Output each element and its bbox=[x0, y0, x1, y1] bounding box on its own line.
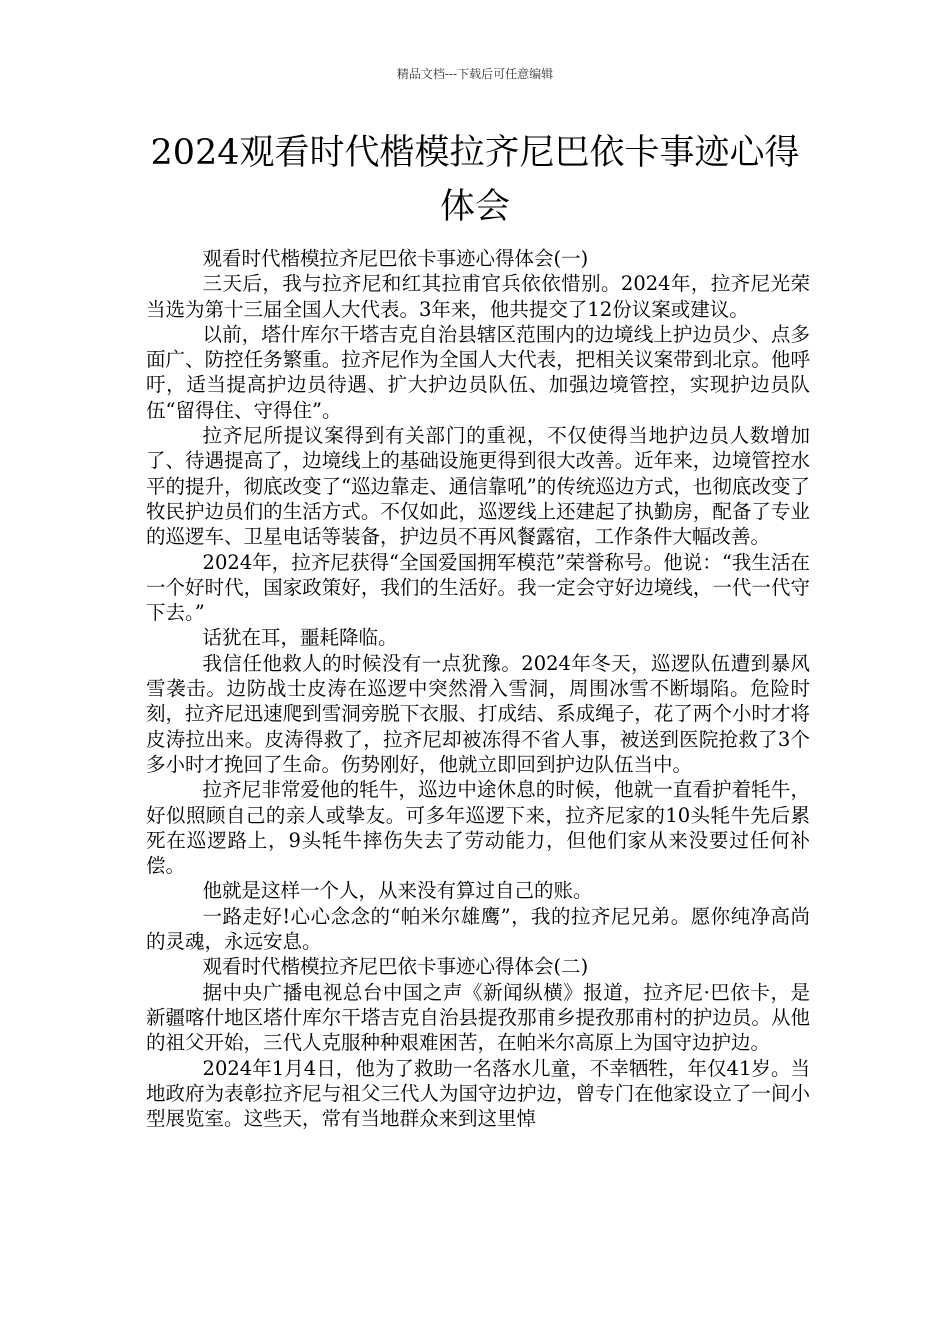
paragraph: 拉齐尼所提议案得到有关部门的重视，不仅使得当地护边员人数增加了、待遇提高了，边境线上的基础设施更得到很大改善。近年来，边境管控水平的提升，彻底改变了“巡边靠走、通信靠吼”的传统巡边方式，也彻底改变了牧民护边员们的生活方式。不仅如此，巡逻线上还建起了执勤房，配备了专业的巡逻车、卫星电话等装备，护边员不再风餐露宿，工作条件大幅改善。 bbox=[146, 424, 810, 549]
paragraph: 三天后，我与拉齐尼和红其拉甫官兵依依惜别。2024年，拉齐尼光荣当选为第十三届全国人大代表。3年来，他共提交了12份议案或建议。 bbox=[146, 272, 810, 321]
paragraph: 我信任他救人的时候没有一点犹豫。2024年冬天，巡逻队伍遭到暴风雪袭击。边防战士皮涛在巡逻中突然滑入雪洞，周围冰雪不断塌陷。危险时刻，拉齐尼迅速爬到雪洞旁脱下衣服、打成结、系成绳子，花了两个小时才将皮涛拉出来。皮涛得救了，拉齐尼却被冻得不省人事，被送到医院抢救了3个多小时才挽回了生命。伤势刚好，他就立即回到护边队伍当中。 bbox=[146, 651, 810, 776]
section-heading-2: 观看时代楷模拉齐尼巴依卡事迹心得体会(二) bbox=[202, 955, 589, 979]
paragraph: 话犹在耳，噩耗降临。 bbox=[202, 626, 398, 650]
paragraph: 据中央广播电视总台中国之声《新闻纵横》报道，拉齐尼·巴依卡，是新疆喀什地区塔什库尔干塔吉克自治县提孜那甫乡提孜那甫村的护边员。从他的祖父开始，三代人克服种种艰难困苦，在帕米尔高原上为国守边护边。 bbox=[146, 980, 810, 1055]
page-header: 精品文档---下载后可任意编辑 bbox=[396, 67, 554, 81]
paragraph: 拉齐尼非常爱他的牦牛，巡边中途休息的时候，他就一直看护着牦牛，好似照顾自己的亲人或挚友。可多年巡逻下来，拉齐尼家的10头牦牛先后累死在巡逻路上，9头牦牛摔伤失去了劳动能力，但他们家从来没要过任何补偿。 bbox=[146, 778, 810, 878]
document-title: 2024观看时代楷模拉齐尼巴依卡事迹心得体会 bbox=[150, 133, 800, 227]
section-heading-1: 观看时代楷模拉齐尼巴依卡事迹心得体会(一) bbox=[202, 247, 589, 270]
paragraph: 2024年，拉齐尼获得“全国爱国拥军模范”荣誉称号。他说：“我生活在一个好时代，国家政策好，我们的生活好。我一定会守好边境线，一代一代守下去。” bbox=[146, 550, 810, 625]
paragraph: 他就是这样一个人，从来没有算过自己的账。 bbox=[202, 879, 593, 903]
paragraph: 2024年1月4日，他为了救助一名落水儿童，不幸牺牲，年仅41岁。当地政府为表彰拉齐尼与祖父三代人为国守边护边，曾专门在他家设立了一间小型展览室。这些天，常有当地群众来到这里悼 bbox=[146, 1056, 810, 1131]
document-body bbox=[146, 246, 810, 1131]
paragraph: 以前，塔什库尔干塔吉克自治县辖区范围内的边境线上护边员少、点多面广、防控任务繁重。拉齐尼作为全国人大代表，把相关议案带到北京。他呼吁，适当提高护边员待遇、扩大护边员队伍、加强边境管控，实现护边员队伍“留得住、守得住”。 bbox=[146, 322, 810, 422]
paragraph: 一路走好!心心念念的“帕米尔雄鹰”，我的拉齐尼兄弟。愿你纯净高尚的灵魂，永远安息。 bbox=[146, 904, 810, 954]
